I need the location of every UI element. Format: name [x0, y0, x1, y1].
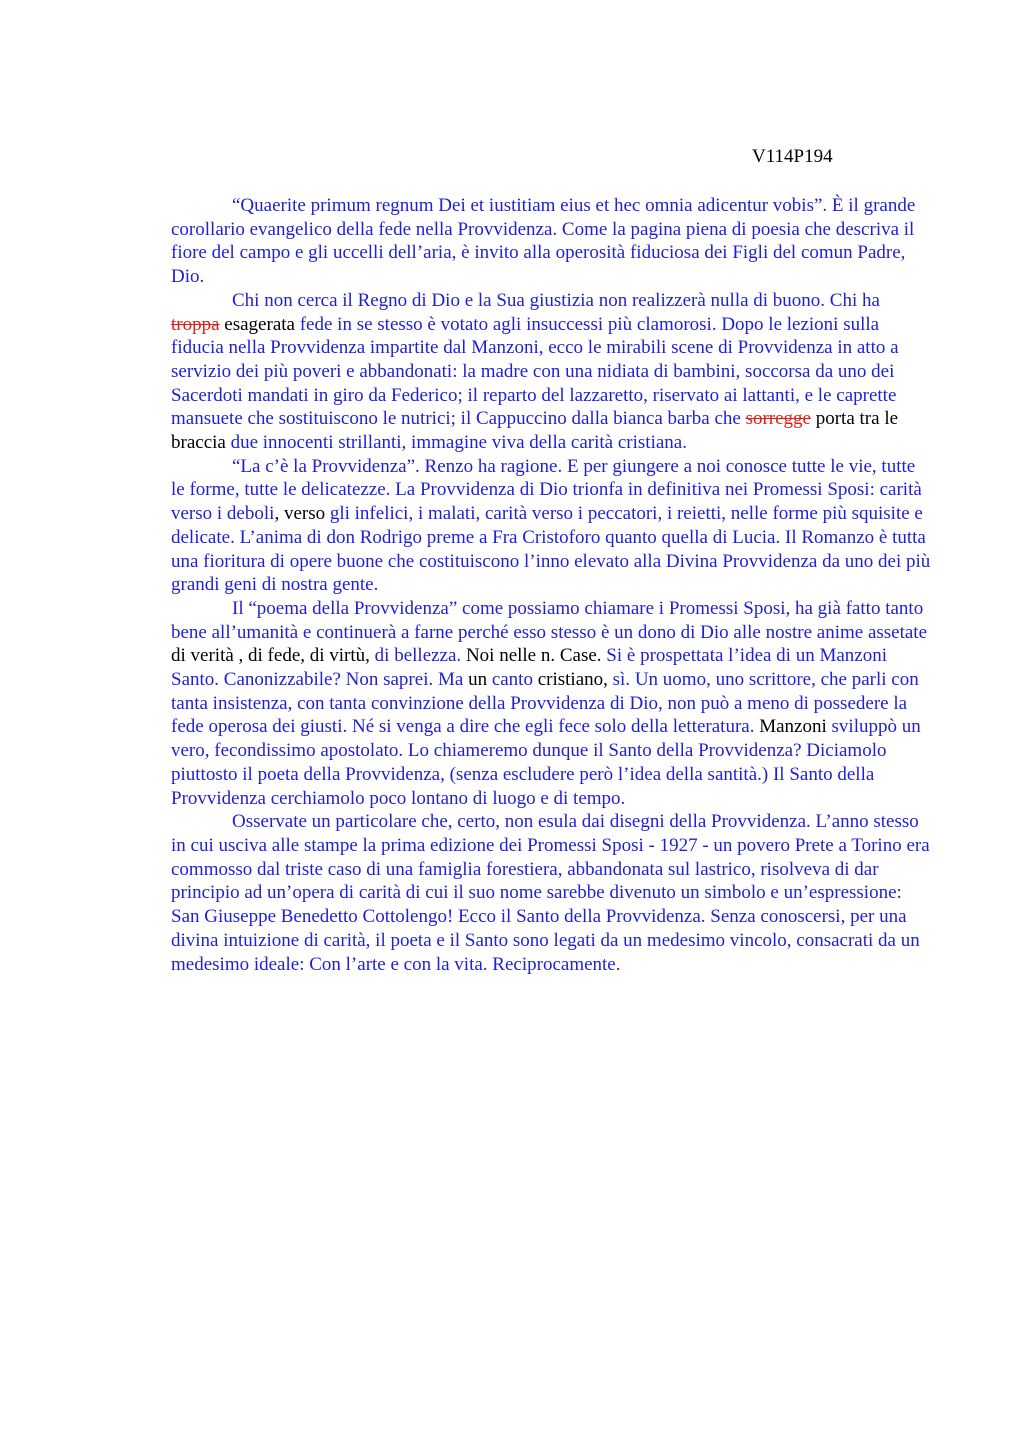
- paragraph-4: [171, 597, 931, 810]
- inserted-text: esagerata: [219, 313, 295, 335]
- inserted-text: porta tra le braccia: [171, 408, 899, 454]
- paragraph-5: [171, 810, 931, 976]
- text-run: Il “poema della Provvidenza” come possiamo chiamare i Promessi Sposi, ha già fatto tanto bene all’umanità e continuerà a farne perché esso stesso è un dono di Dio alle nostre anime assetate: [171, 597, 928, 643]
- text-run: “Quaerite primum regnum Dei et iustitiam eius et hec omnia adicentur vobis”. È il grande corollario evangelico della fede nella Provvidenza. Come la pagina piena di poesia che descriva il fiore del campo e gli uccelli dell’aria, è invito alla operosità fiduciosa dei Figli del comun Padre, Dio.: [171, 195, 916, 288]
- text-run: gli infelici, i malati, carità verso i peccatori, i reietti, nelle forme più squisite e delicate. L’anima di don Rodrigo preme a Fra Cristoforo quanto quella di Lucia. Il Romanzo è tutta una fioritura di opere buone che costituiscono l’inno elevato alla Divina Provvidenza da uno dei più grandi geni di nostra gente.: [171, 503, 931, 596]
- text-run: Chi non cerca il Regno di Dio e la Sua giustizia non realizzerà nulla di buono. Chi ha: [232, 289, 880, 311]
- text-run: di bellezza.: [369, 645, 462, 667]
- inserted-text: cristiano,: [532, 669, 608, 691]
- deleted-text: troppa: [171, 313, 220, 335]
- inserted-text: Manzoni: [754, 716, 827, 738]
- text-run: sì. Un uomo, uno scrittore, che parli con tanta insistenza, con tanta convinzione della Provvidenza di Dio, non può a meno di possedere la fede operosa dei giusti. Né si venga a dire che egli fece solo della letteratura.: [171, 669, 919, 738]
- text-run: due innocenti strillanti, immagine viva della carità cristiana.: [225, 432, 687, 454]
- deleted-text: sorregge: [745, 408, 811, 430]
- page-identifier: V114P194: [752, 146, 833, 167]
- paragraph-3: [171, 455, 931, 597]
- text-run: sviluppò un vero, fecondissimo apostolato. Lo chiameremo dunque il Santo della Provvidenza? Diciamolo piuttosto il poeta della Provvidenza, (senza escludere però l’idea della santità.) Il Santo della Provvidenza cerchiamolo poco lontano di luogo e di tempo.: [171, 716, 921, 809]
- paragraph-1: [171, 194, 931, 289]
- text-run: fede in se stesso è votato agli insuccessi più clamorosi. Dopo le lezioni sulla fiducia nella Provvidenza impartite dal Manzoni, ecco le mirabili scene di Provvidenza in atto a servizio dei più poveri e abbandonati: la madre con una nidiata di bambini, soccorsa da uno dei Sacerdoti mandati in giro da Federico; il reparto del lazzaretto, riservato ai lattanti, e le caprette mansuete che sostituiscono le nutrici; il Cappuccino dalla bianca barba che: [171, 313, 899, 430]
- text-run: “La c’è la Provvidenza”. Renzo ha ragione. E per giungere a noi conosce tutte le vie, tutte le forme, tutte le delicatezze. La Provvidenza di Dio trionfa in definitiva nei Promessi Sposi: carità verso i deboli: [171, 455, 922, 525]
- text-run: Osservate un particolare che, certo, non esula dai disegni della Provvidenza. L’anno stesso in cui usciva alle stampe la prima edizione dei Promessi Sposi - 1927 - un povero Prete a Torino era commosso dal triste caso di una famiglia forestiera, abbandonata sul lastrico, risolveva di dar principio ad un’opera di carità di cui il suo nome sarebbe divenuto un simbolo e un’espressione: San Giuseppe Benedetto Cottolengo! Ecco il Santo della Provvidenza. Senza conoscersi, per una divina intuizione di carità, il poeta e il Santo sono legati da un medesimo vincolo, consacrati da un medesimo ideale: Con l’arte e con la vita. Reciprocamente.: [171, 811, 930, 975]
- inserted-text: di verità , di fede, di virtù,: [171, 645, 370, 667]
- inserted-text: , verso: [274, 503, 326, 525]
- paragraph-2: [171, 289, 931, 455]
- inserted-text: un: [463, 669, 488, 691]
- inserted-text: Noi nelle n. Case.: [461, 645, 602, 667]
- text-run: Si è prospettata l’idea di un Manzoni Santo. Canonizzabile? Non saprei. Ma: [171, 645, 888, 691]
- document-body: [171, 194, 931, 976]
- text-run: canto: [487, 669, 533, 691]
